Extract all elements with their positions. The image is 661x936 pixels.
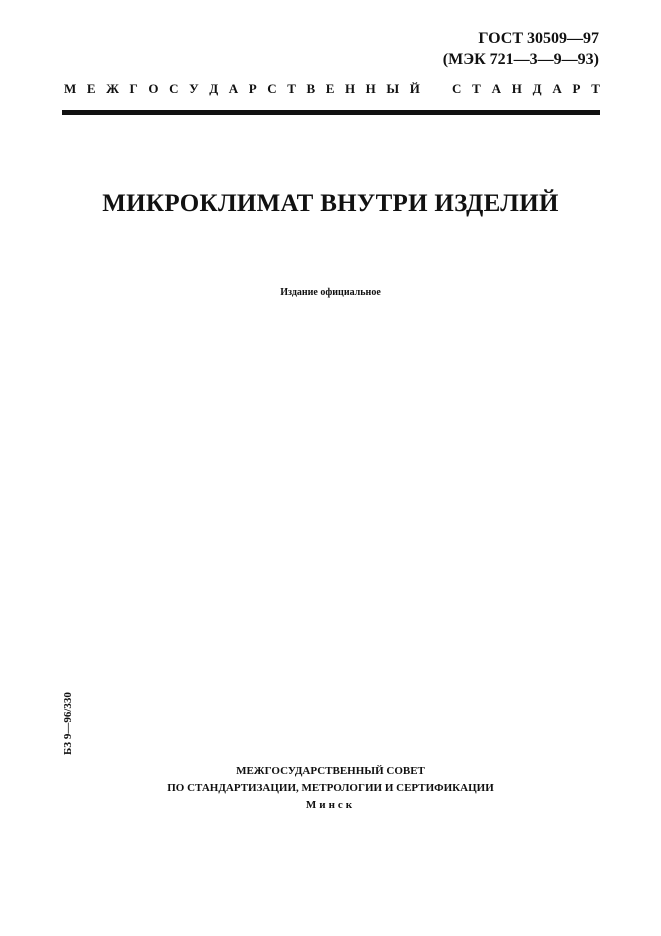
publisher-city: Минск bbox=[305, 799, 356, 811]
banner-word-interstate bbox=[64, 81, 420, 97]
edition-note: Издание официальное bbox=[280, 287, 381, 298]
banner-letter: А bbox=[491, 81, 501, 96]
banner-letter: С bbox=[452, 81, 462, 96]
banner-letter: С bbox=[169, 81, 179, 96]
banner-letter: У bbox=[189, 81, 199, 96]
banner-letter: Н bbox=[511, 81, 522, 96]
banner-letter: Й bbox=[409, 81, 420, 96]
banner-letter: Н bbox=[344, 81, 356, 96]
banner-letter: Т bbox=[287, 81, 296, 96]
banner-letter: А bbox=[228, 81, 239, 96]
banner-letter: Т bbox=[472, 81, 481, 96]
banner-letter: Е bbox=[86, 81, 96, 96]
banner-letter: Т bbox=[591, 81, 600, 96]
banner-letter: Ы bbox=[386, 81, 400, 96]
banner-letter: Р bbox=[572, 81, 581, 96]
banner-letter: Г bbox=[129, 81, 138, 96]
banner-letter: С bbox=[267, 81, 277, 96]
standard-type-banner bbox=[64, 81, 600, 97]
side-code: БЗ 9—96/330 bbox=[62, 692, 74, 755]
gost-number: ГОСТ 30509—97 bbox=[478, 30, 599, 47]
banner-letter: Ж bbox=[106, 81, 119, 96]
banner-letter: Р bbox=[248, 81, 257, 96]
document-title: МИКРОКЛИМАТ ВНУТРИ ИЗДЕЛИЙ bbox=[102, 190, 559, 217]
banner-letter: Д bbox=[532, 81, 542, 96]
banner-letter: Д bbox=[209, 81, 219, 96]
iec-reference: (МЭК 721—3—9—93) bbox=[442, 51, 599, 68]
banner-word-standard bbox=[452, 81, 600, 97]
banner-letter: А bbox=[552, 81, 562, 96]
publisher-line-1: МЕЖГОСУДАРСТВЕННЫЙ СОВЕТ bbox=[236, 765, 425, 777]
document-identifier bbox=[443, 28, 599, 70]
publisher-line-2: ПО СТАНДАРТИЗАЦИИ, МЕТРОЛОГИИ И СЕРТИФИКАЦИИ bbox=[167, 782, 494, 794]
publisher-block bbox=[0, 763, 661, 814]
banner-letter: Н bbox=[365, 81, 376, 96]
header-rule bbox=[62, 110, 600, 115]
banner-letter: В bbox=[306, 81, 316, 96]
banner-letter: М bbox=[64, 81, 77, 96]
banner-letter: О bbox=[148, 81, 159, 96]
banner-letter: Е bbox=[325, 81, 335, 96]
